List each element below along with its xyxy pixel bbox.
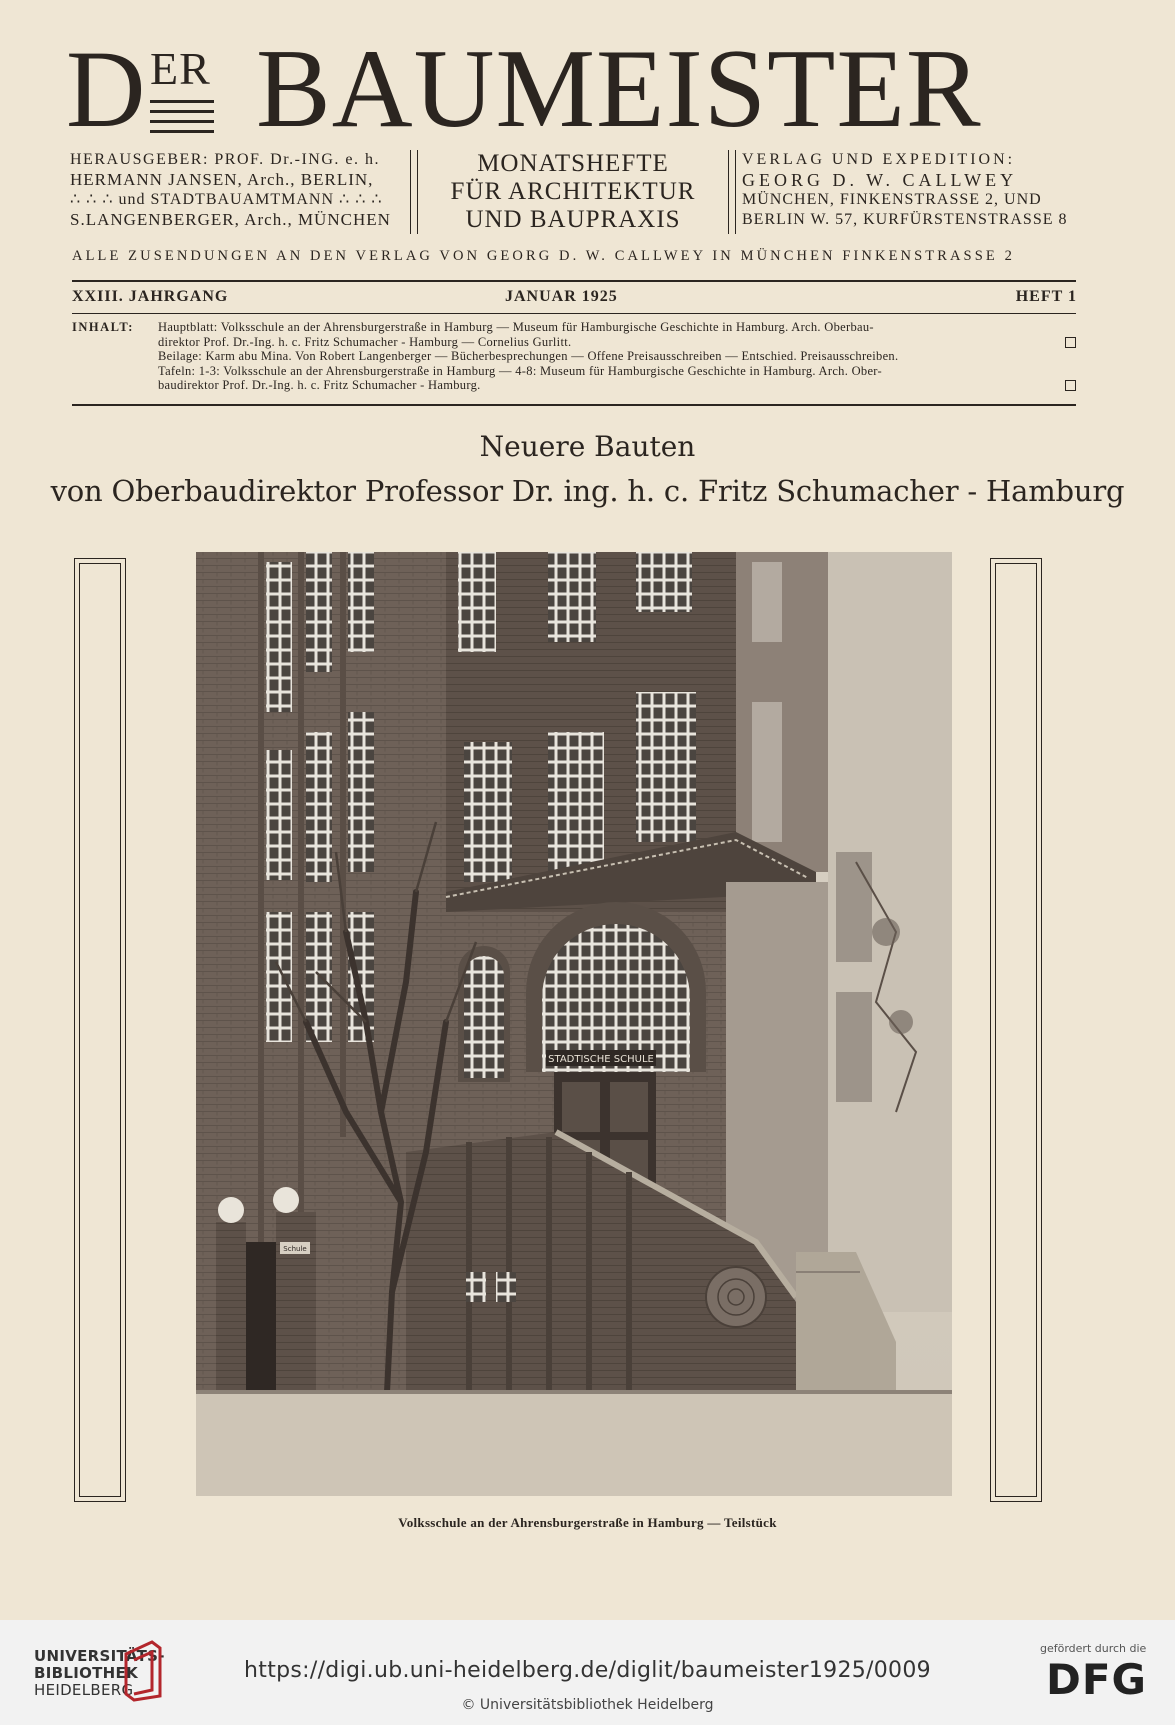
decorative-frame-right — [990, 558, 1042, 1502]
address-line: GEORG D. W. CALLWEY — [742, 170, 1018, 190]
dfg-logo[interactable]: DFG — [1046, 1655, 1148, 1704]
masthead-title: BAUMEISTER — [256, 27, 982, 151]
masthead-d: D — [66, 28, 147, 150]
decorative-frame-left — [74, 558, 126, 1502]
table-of-contents — [72, 320, 1076, 393]
photo-caption: Volksschule an der Ahrensburgerstraße in Hamburg — Teilstück — [398, 1515, 777, 1530]
masthead-der — [66, 28, 211, 150]
door-sign-text: STADTISCHE SCHULE — [548, 1054, 654, 1065]
address-line: BERLIN W. 57, KURFÜRSTENSTRASSE 8 — [742, 211, 1068, 228]
publisher-line: S.LANGENBERGER, Arch., MÜNCHEN — [70, 210, 391, 229]
submission-notice: ALLE ZUSENDUNGEN AN DEN VERLAG VON GEORG D. W. CALLWEY IN MÜNCHEN FINKENSTRASSE 2 — [72, 248, 1015, 264]
ub-logo-line: BIBLIOTHEK — [34, 1664, 138, 1682]
article-title: Neuere Bauten — [479, 430, 696, 463]
viewer-footer — [0, 1620, 1175, 1725]
issue-number: HEFT 1 — [1015, 288, 1077, 305]
copyright-notice: © Universitätsbibliothek Heidelberg — [461, 1697, 714, 1713]
toc-line: Hauptblatt: Volksschule an der Ahrensburgerstraße in Hamburg — Museum für Hamburgische Geschichte in Hamburg. Arch. Oberbau- — [158, 320, 874, 334]
issue-date: JANUAR 1925 — [505, 288, 618, 305]
ub-logo-line: HEIDELBERG — [34, 1681, 134, 1699]
publisher-line: HERAUSGEBER: PROF. Dr.-ING. e. h. — [70, 151, 381, 168]
toc-line: direktor Prof. Dr.-Ing. h. c. Fritz Schumacher - Hamburg — Cornelius Gurlitt. — [158, 335, 1076, 350]
header-divider — [410, 150, 418, 234]
toc-end-box — [1065, 380, 1076, 391]
address-line: VERLAG UND EXPEDITION: — [742, 151, 1016, 168]
publisher-block — [70, 150, 408, 230]
masthead — [66, 27, 1078, 151]
divider-rule — [72, 404, 1076, 406]
publisher-line: ∴ ∴ ∴ und STADTBAUAMTMANN ∴ ∴ ∴ — [70, 191, 383, 208]
divider-rule — [72, 313, 1076, 314]
funding-note: gefördert durch die — [1040, 1642, 1147, 1655]
toc-label: INHALT: — [72, 320, 134, 334]
masthead-rule-lines — [150, 100, 214, 136]
masthead-er: ER — [150, 43, 211, 94]
publisher-address-block — [742, 150, 1082, 230]
building-photograph — [196, 552, 952, 1496]
volume-label: XXIII. JAHRGANG — [72, 288, 229, 305]
subtitle-line: UND BAUPRAXIS — [465, 206, 681, 233]
toc-line: Beilage: Karm abu Mina. Von Robert Langenberger — Bücherbesprechungen — Offene Preisausschreiben — Entschied. Preisausschreiben. — [158, 349, 899, 363]
toc-end-box — [1065, 337, 1076, 348]
header-divider — [728, 150, 736, 234]
subtitle-line: MONATSHEFTE — [477, 150, 669, 177]
publisher-line: HERMANN JANSEN, Arch., BERLIN, — [70, 170, 374, 189]
address-line: MÜNCHEN, FINKENSTRASSE 2, UND — [742, 191, 1042, 208]
article-subtitle: von Oberbaudirektor Professor Dr. ing. h. c. Fritz Schumacher - Hamburg — [50, 474, 1125, 508]
permalink-url[interactable]: https://digi.ub.uni-heidelberg.de/diglit/baumeister1925/0009 — [244, 1658, 931, 1683]
divider-rule — [72, 280, 1076, 282]
subtitle-line: FÜR ARCHITEKTUR — [450, 178, 696, 205]
toc-line: Tafeln: 1-3: Volksschule an der Ahrensburgerstraße in Hamburg — 4-8: Museum für Hamburgische Geschichte in Hamburg. Arch. Ober- — [158, 363, 882, 378]
subtitle-block — [425, 150, 721, 234]
ub-logo-line: UNIVERSITÄTS- — [34, 1647, 165, 1665]
toc-line: baudirektor Prof. Dr.-Ing. h. c. Fritz Schumacher - Hamburg. — [158, 378, 1076, 393]
gate-sign-text: Schule — [283, 1245, 307, 1253]
